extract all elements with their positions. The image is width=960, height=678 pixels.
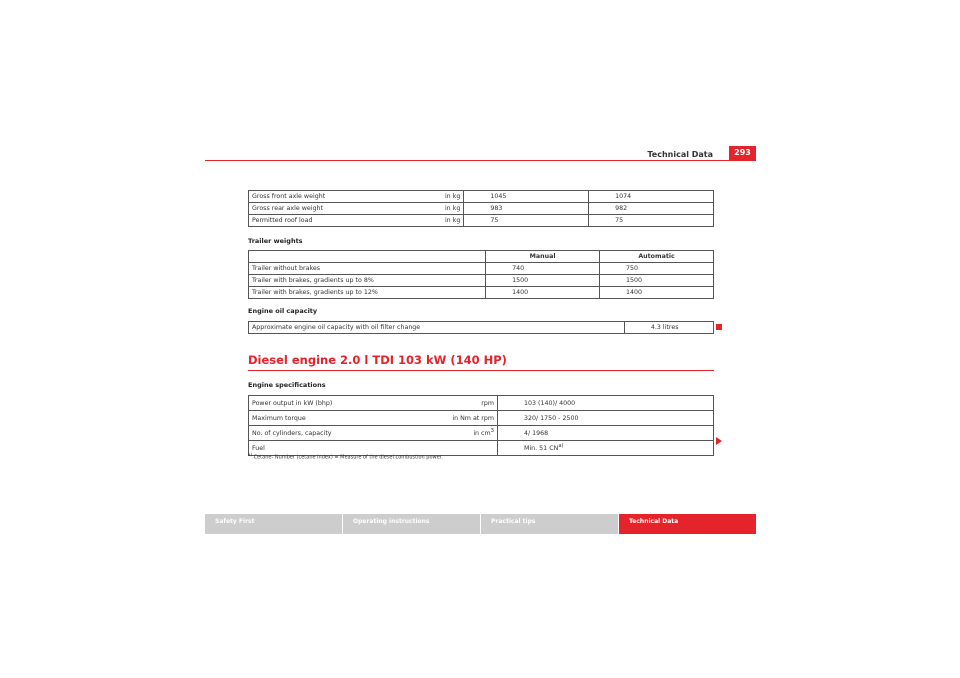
page-number: 293 — [729, 146, 756, 160]
footer-tab-technical-data[interactable]: Technical Data — [619, 514, 756, 534]
engine-specifications-heading: Engine specifications — [248, 381, 326, 389]
row-label: Gross rear axle weight — [249, 203, 385, 215]
footnote-marker: a) — [248, 452, 253, 457]
row-value: 4.3 litres — [624, 322, 713, 334]
row-value-automatic: 982 — [589, 203, 714, 215]
row-value-automatic: 1500 — [600, 275, 714, 287]
header-divider — [205, 160, 756, 161]
row-label: Trailer with brakes, gradients up to 12% — [249, 287, 486, 299]
page-header-title: Technical Data — [647, 150, 713, 159]
unit-superscript: 3 — [490, 428, 494, 435]
table-row — [249, 275, 714, 287]
table-row — [249, 322, 714, 334]
row-value — [498, 441, 714, 456]
row-label: Permitted roof load — [249, 215, 385, 227]
row-value-automatic: 1074 — [589, 191, 714, 203]
table-row — [249, 411, 714, 426]
row-label: Maximum torque — [249, 411, 406, 426]
row-label: No. of cylinders, capacity — [249, 426, 406, 441]
table-row — [249, 203, 714, 215]
footer-tab-operating-instructions[interactable]: Operating instructions — [343, 514, 480, 534]
footnote — [248, 452, 443, 461]
footnote-ref[interactable]: a) — [558, 443, 564, 450]
table-row — [249, 426, 714, 441]
trailer-weights-table — [248, 250, 714, 299]
row-label: Approximate engine oil capacity with oil filter change — [249, 322, 625, 334]
row-value-automatic: 75 — [589, 215, 714, 227]
footer-tab-safety-first[interactable]: Safety First — [205, 514, 342, 534]
row-value-manual: 983 — [464, 203, 589, 215]
row-unit: in Nm at rpm — [405, 411, 498, 426]
table-header-row — [249, 251, 714, 263]
header-automatic: Automatic — [600, 251, 714, 263]
row-value-automatic: 750 — [600, 263, 714, 275]
row-value-manual: 1400 — [486, 287, 600, 299]
footnote-text: Cetane- Number (cetane index) = Measure of the diesel combustion power. — [253, 454, 443, 461]
row-label: Power output in kW (bhp) — [249, 396, 406, 411]
row-value-manual: 1045 — [464, 191, 589, 203]
table-row — [249, 287, 714, 299]
row-value: 103 (140)/ 4000 — [498, 396, 714, 411]
section-end-marker — [716, 324, 722, 330]
row-unit: in kg — [385, 215, 464, 227]
engine-specs-table — [248, 395, 714, 456]
row-value-automatic: 1400 — [600, 287, 714, 299]
table-row — [249, 263, 714, 275]
row-unit: in kg — [385, 203, 464, 215]
row-value: 4/ 1968 — [498, 426, 714, 441]
row-unit: rpm — [405, 396, 498, 411]
row-label: Trailer without brakes — [249, 263, 486, 275]
header-blank — [249, 251, 398, 263]
trailer-weights-heading: Trailer weights — [248, 237, 303, 245]
row-label: Trailer with brakes, gradients up to 8% — [249, 275, 486, 287]
row-label: Fuel — [249, 441, 406, 456]
value-text: Min. 51 CN — [524, 445, 559, 453]
row-value-manual: 740 — [486, 263, 600, 275]
row-value: 320/ 1750 - 2500 — [498, 411, 714, 426]
engine-oil-heading: Engine oil capacity — [248, 307, 318, 315]
row-value-manual: 1500 — [486, 275, 600, 287]
axle-weights-table — [248, 190, 714, 227]
engine-oil-table — [248, 321, 714, 334]
table-row — [249, 215, 714, 227]
section-divider — [248, 370, 714, 371]
row-label: Gross front axle weight — [249, 191, 385, 203]
row-unit: in kg — [385, 191, 464, 203]
table-row — [249, 191, 714, 203]
continue-arrow-icon[interactable] — [716, 437, 722, 445]
table-row — [249, 396, 714, 411]
unit-text: in cm — [473, 430, 491, 438]
row-unit — [405, 426, 498, 441]
footer-tab-practical-tips[interactable]: Practical tips — [481, 514, 618, 534]
row-value-manual: 75 — [464, 215, 589, 227]
header-manual: Manual — [486, 251, 600, 263]
header-blank — [397, 251, 485, 263]
section-title: Diesel engine 2.0 l TDI 103 kW (140 HP) — [248, 353, 507, 367]
footer-navigation — [205, 514, 756, 534]
